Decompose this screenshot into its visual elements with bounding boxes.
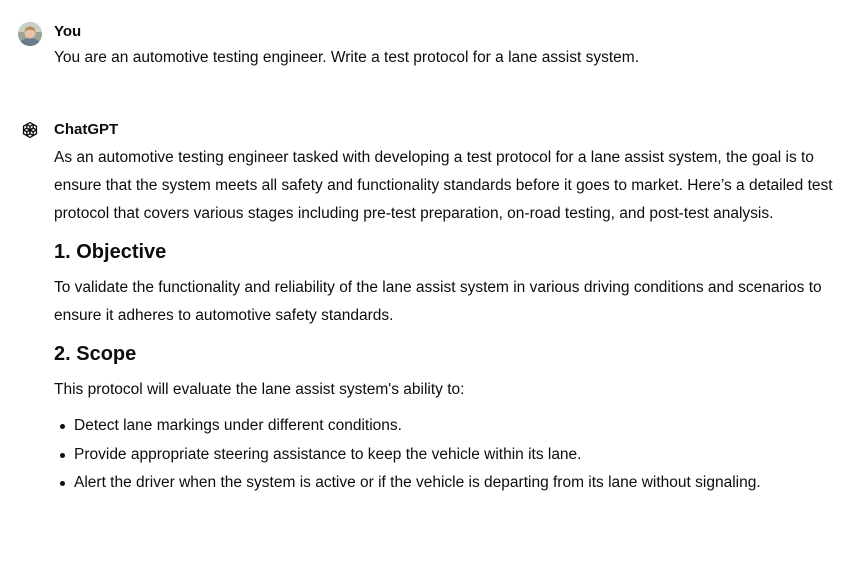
section-heading-scope: 2. Scope [54,343,137,365]
scope-bullet-list [54,412,834,498]
user-avatar-icon [18,22,42,46]
list-item: Alert the driver when the system is active or if the vehicle is departing from its lane without signaling. [54,469,834,498]
assistant-avatar [20,120,40,140]
list-item: Detect lane markings under different conditions. [54,412,834,441]
user-author-name: You [54,23,82,40]
user-message-content [54,20,834,70]
assistant-intro-paragraph: As an automotive testing engineer tasked with developing a test protocol for a lane assist system, the goal is to ensure that the system meets all safety and functionality standards before it goes to market. Here’s a detailed test protocol that covers various stages including pre-test preparation, on-road testing, and post-test analysis. [54,149,833,222]
assistant-message-content [54,118,834,498]
user-message-text: You are an automotive testing engineer. Write a test protocol for a lane assist system. [54,49,640,66]
user-avatar[interactable] [18,22,42,46]
section-body-scope: This protocol will evaluate the lane assist system's ability to: [54,381,465,398]
assistant-author-name: ChatGPT [54,121,119,138]
list-item: Provide appropriate steering assistance to keep the vehicle within its lane. [54,441,834,470]
section-body-objective: To validate the functionality and reliability of the lane assist system in various driving conditions and scenarios to ensure it adheres to automotive safety standards. [54,279,822,324]
section-heading-objective: 1. Objective [54,241,167,263]
openai-logo-icon [20,120,40,140]
